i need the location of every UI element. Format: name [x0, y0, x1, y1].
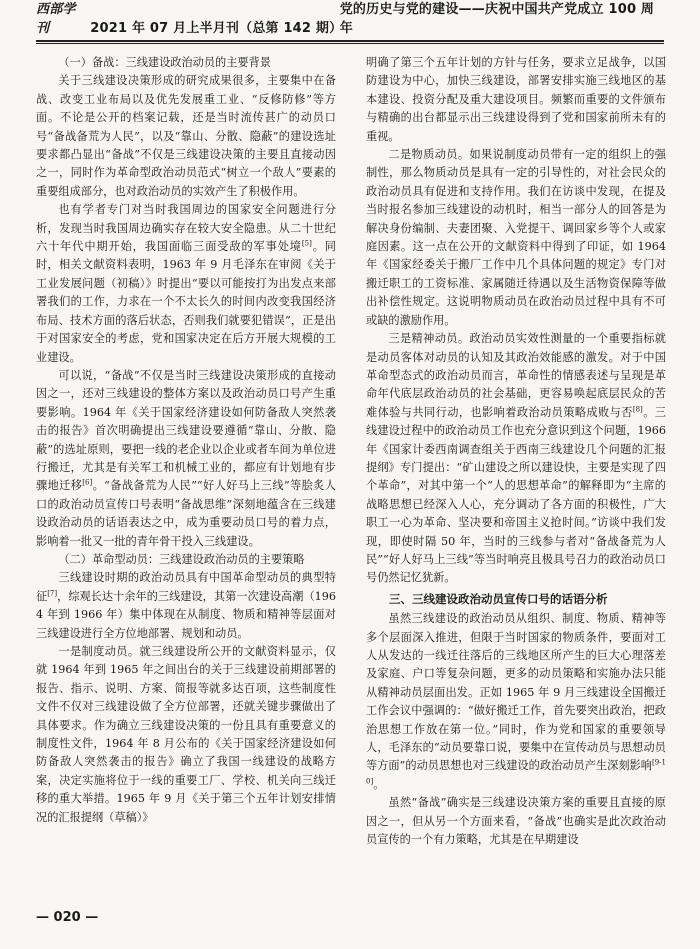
citation-ref: [7]: [47, 589, 58, 598]
header-rule-thin: [36, 43, 664, 44]
section-heading-3: 三、三线建设政治动员宣传口号的话语分析: [389, 591, 608, 606]
issue-info: 2021 年 07 月上半月刊（总第 142 期）: [90, 21, 343, 36]
header-left: [36, 0, 343, 36]
paragraph-text: 。同时，相关文献资料表明，1963 年 9 月毛泽东在审阅《关于工业发展问题（初稿）》时提出“要以可能按打为出发点来部署我们的工作，力求在一个不太长久的时间内改变我国经济布局、技术方面的落后状态，否则我们就要犯错误”，正是出于对国家安全的考虑，党和国家决定在后方开展大规模的工业建设。: [36, 240, 336, 364]
citation-ref: [8]: [632, 404, 643, 413]
paragraph: 明确了第三个五年计划的方针与任务，要求立足战争，以国防建设为中心，加快三线建设，部署安排实施三线地区的基本建设、投资分配及重大建设项目。频繁而重要的文件颁布与精确的出台都显示出三线建设得到了党和国家前所未有的重视。: [366, 56, 666, 143]
running-header: [36, 2, 664, 36]
paragraph-text: 也有学者专门对当时我国周边的国家安全问题进行分析，发现当时我国周边确实存在较大安全隐患。从二十世纪六十年代中期开始，我国面临三面受敌的军事处境: [36, 203, 336, 254]
citation-ref: [6]: [82, 478, 93, 487]
paragraph-text: 虽然三线建设的政治动员从组织、制度、物质、精神等多个层面深入推进，但限于当时国家的物质条件，要面对工人从发达的一线迁往落后的三线地区所产生的巨大心理落差及家庭、户口等复杂问题，更多的动员策略和实施办法只能从精神动员层面出发。正如 1965 年 9 月三线建设全国搬迁工作会议中强调的：“做好搬迁工作，首先要突出政治，把政治思想工作放在第一位。”同时，作为党和国家的重要领导人，毛泽东的“动员要靠口说，要集中在宣传动员与思想动员等方面”的动员思想也对三线建设的政治动员产生深刻影响: [366, 612, 666, 773]
citation-ref: [9-10]: [366, 758, 666, 786]
paragraph: 虽然“备战”确实是三线建设决策方案的重要且直接的原因之一，但从另一个方面来看，“备战”也确实是此次政治动员宣传的一个有力策略，尤其是在早期建设: [366, 796, 666, 847]
paragraph-text: 可以说，“备战”不仅是当时三线建设决策形成的直接动因之一，还对三线建设的整体方案以及政治动员口号产生重要影响。1964 年《关于国家经济建设如何防备敌人突然袭击的报告》首次明确提出三线建设要遵循“靠山、分散、隐蔽”的选址原则，要把一线的老企业以企业或者车间为单位进行搬迁，尤其是有关军工和机械工业的，都应有计划地有步骤地迁移: [36, 368, 336, 493]
paragraph: 二是物质动员。如果说制度动员带有一定的组织上的强制性，那么物质动员是具有一定的引导性的，对社会民众的政治动员具有促进和支持作用。我们在访谈中发现，在提及当时报名参加三线建设的动机时，相当一部分人的回答是为解决身份编制、夫妻团聚、入党提干、调回家乡等个人或家庭因素。这一点在公开的文献资料中得到了印证，如 1964 年《国家经委关于搬厂工作中几个具体问题的规定》专门对搬迁职工的工资标准、家属随迁待遇以及生活物资保障等做出补偿性规定。这说明物质动员在政治动员过程中具有不可或缺的激励作用。: [366, 148, 666, 327]
paragraph-text: 三线建设时期的政治动员具有中国革命型动员的典型特征: [36, 571, 336, 603]
paragraph: [366, 610, 666, 794]
header-rule: [36, 40, 664, 42]
page-number: — 020 —: [36, 910, 99, 925]
paragraph: [36, 569, 336, 643]
paragraph-text: ，综观长达十余年的三线建设，其第一次建设高潮（1964 年到 1966 年）集中体现在从制度、物质和精神等层面对三线建设进行全方位地部署、规划和动员。: [36, 589, 336, 640]
right-column: [366, 54, 666, 849]
paragraph: 一是制度动员。就三线建设所公开的文献资料显示，仅就 1964 年到 1965 年之间出台的关于三线建设前期部署的报告、指示、说明、方案、简报等就多达百项，这些制度性文件不仅对三线建设做了全方位部署，还就关键步骤做出了具体要求。作为确立三线建设决策的一份且具有重要意义的制度性文件，1964 年 8 月公布的《关于国家经济建设如何防备敌人突然袭击的报告》确立了我国一线建设的战略方案，决定实施将位于一线的重要工厂、学校、机关向三线迁移的重大举措。1965 年 9 月《关于第三个五年计划安排情况的汇报提纲（草稿）》: [36, 645, 336, 824]
journal-logo: 西部学刊: [36, 2, 76, 36]
paragraph-text: 。三线建设过程中的政治动员工作也充分意识到这个问题，1966 年《国家计委西南调查组关于西南三线建设几个问题的汇报提纲》专门提出：“矿山建设之所以建设快，主要是实现了四个革命”，对其中第一个“人的思想革命”的解释即为“主席的战略思想已经深入人心，充分调动了各方面的积极性，广大职工一心为革命、坚决要和帝国主义抢时间。”访谈中我们发现，即使时隔 50 年，当时的三线参与者对“备战备荒为人民”“好人好马上三线”等当时响亮且极具号召力的政治动员口号仍然记忆犹新。: [366, 405, 666, 585]
citation-ref: [5]: [301, 239, 312, 248]
section-heading-1: （一）备战：三线建设政治动员的主要背景: [58, 56, 271, 69]
paragraph: [36, 201, 336, 367]
column-title: 党的历史与党的建设——庆祝中国共产党成立 100 周年: [339, 2, 655, 36]
paragraph-text: 。“备战备荒为人民”“好人好马上三线”等脍炙人口的政治动员宣传口号表明“备战思维”深刻地蕴含在三线建设政治动员的话语表达之中，成为重要动员口号的着力点，影响着一批又一批的青年骨干投入三线建设。: [36, 479, 336, 548]
paragraph: [366, 330, 666, 588]
paragraph: 关于三线建设决策形成的研究成果很多，主要集中在备战、改变工业布局以及优先发展重工业、“反修防修”等方面。不论是公开的档案记载，还是当时流传甚广的动员口号“备战备荒为人民”，以及“靠山、分散、隐蔽”的建设选址要求都凸显出“备战”不仅是三线建设决策的主要且直接动因之一，同时作为革命型政治动员范式“树立一个敌人”要素的重要组成部分，也对政治动员的实效产生了积极作用。: [36, 74, 336, 198]
paragraph-text: 。: [373, 777, 385, 791]
paragraph: [36, 367, 336, 551]
left-column: [36, 54, 336, 827]
paragraph-text: 三是精神动员。政治动员实效性测量的一个重要指标就是动员客体对动员的认知及其政治效能感的激发。对于中国革命型态式的政治动员而言，革命性的情感表述与呈现是革命年代底层政治动员的社会基础，更容易唤起底层民众的苦难体验与共同行动，也影响着政治动员策略成败与否: [366, 332, 666, 419]
section-heading-2: （二）革命型动员：三线建设政治动员的主要策略: [58, 552, 305, 566]
